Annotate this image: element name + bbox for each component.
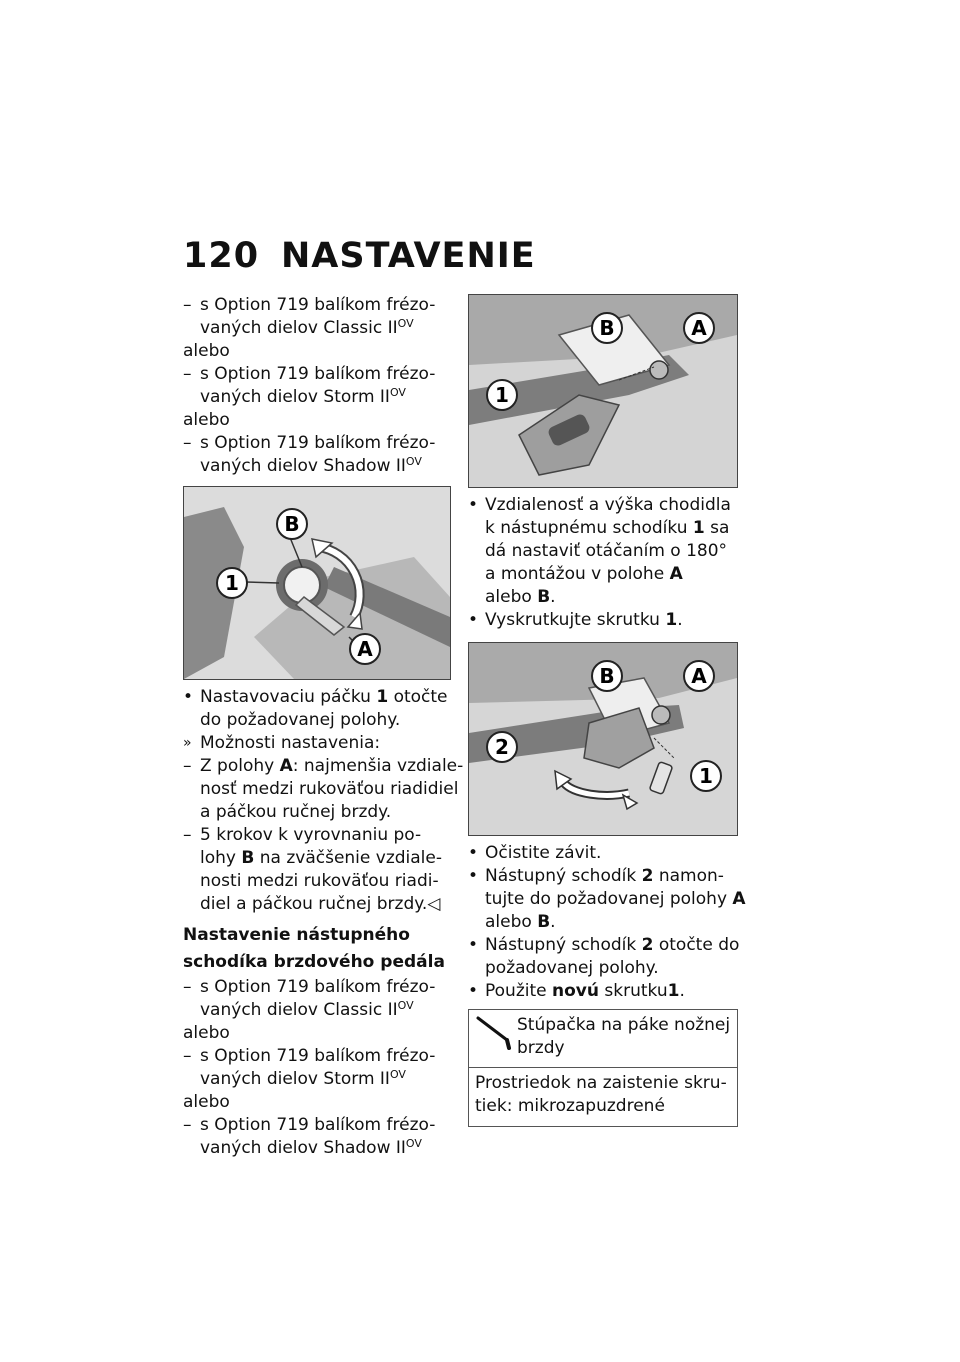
step-mount-cont1: tujte do požadovanej polohy A [485,889,746,909]
result-position-b-cont3: diel a páčkou ručnej brzdy.◁ [200,894,441,914]
step-distance-cont4: alebo B. [485,587,556,607]
page-title: NASTAVENIE [281,236,536,276]
right-column [468,294,746,1127]
step-distance-cont1: k nástupnému schodíku 1 sa [485,518,730,538]
option-storm-2: – s Option 719 balíkom frézo- [183,1045,451,1068]
or-text: alebo [183,1023,230,1043]
result-position-b: – 5 krokov k vyrovnaniu po- [183,824,451,847]
step-rotate-cont: požadovanej polohy. [485,958,659,978]
option-shadow-2: – s Option 719 balíkom frézo- [183,1114,451,1137]
option-storm-cont: vaných dielov Storm $II^{OV}$ [200,386,406,407]
option-storm: – s Option 719 balíkom frézo- [183,363,451,386]
left-column [183,294,464,1160]
or-text: alebo [183,1092,230,1112]
result-position-a: – Z polohy A: najmenšia vzdiale- [183,755,451,778]
step-distance: • Vzdialenosť a výška chodidla [468,494,738,517]
page-header [183,236,536,280]
step-distance-cont3: a montážou v polohe A [485,564,683,584]
figure-footrest-remove [468,294,738,488]
step-unscrew: • Vyskrutkujte skrutku 1. [468,609,738,632]
label-a: A [691,664,707,688]
option-classic-cont: vaných dielov Classic $II^{OV}$ [200,317,414,338]
label-a: A [357,637,373,661]
figure-hand-lever [183,486,451,680]
step-mount-cont2: alebo B. [485,912,556,932]
label-2: 2 [495,735,509,759]
label-1: 1 [495,383,509,407]
page-number: 120 [183,236,260,276]
result-settings: » Možnosti nastavenia: [183,732,451,755]
footrest-illustration [469,295,737,487]
step-distance-cont2: dá nastaviť otáčaním o 180° [485,541,728,561]
step-clean-thread: • Očistite závit. [468,842,738,865]
step-rotate: • Nástupný schodík 2 otočte do [468,934,738,957]
step-adjust-lever-cont: do požadovanej polohy. [200,710,401,730]
option-shadow-2-cont: vaných dielov Shadow $II^{OV}$ [200,1137,422,1158]
result-position-a-cont2: a páčkou ručnej brzdy. [200,802,392,822]
wrench-icon [475,1014,517,1061]
label-a: A [691,316,707,340]
hand-lever-illustration [184,487,450,679]
option-classic-2-cont: vaných dielov Classic $II^{OV}$ [200,999,414,1020]
spec-table [468,1009,738,1127]
option-shadow-cont: vaných dielov Shadow $II^{OV}$ [200,455,422,476]
section-title: Nastavenie nástupného [183,925,410,945]
step-mount: • Nástupný schodík 2 namon- [468,865,738,888]
section-title-cont: schodíka brzdového pedála [183,952,445,972]
option-classic-2: – s Option 719 balíkom frézo- [183,976,451,999]
or-text: alebo [183,410,230,430]
figure-footrest-rotate [468,642,738,836]
spec-table-value: Prostriedok na zaistenie skru- tiek: mikrozapuzdrené [475,1073,727,1116]
option-storm-2-cont: vaných dielov Storm $II^{OV}$ [200,1068,406,1089]
option-shadow: – s Option 719 balíkom frézo- [183,432,451,455]
step-new-screw: • Použite novú skrutku1. [468,980,738,1003]
spec-table-subject: Stúpačka na páke nožnej brzdy [517,1015,731,1058]
spec-table-header [469,1010,737,1068]
label-1: 1 [699,764,713,788]
label-1: 1 [225,571,239,595]
label-b: B [284,512,300,536]
footrest-rotate-illustration [469,643,737,835]
label-b: B [599,664,615,688]
label-b: B [599,316,615,340]
option-classic: – s Option 719 balíkom frézo- [183,294,451,317]
result-position-a-cont1: nosť medzi rukoväťou riadidiel [200,779,459,799]
or-text: alebo [183,341,230,361]
step-adjust-lever: • Nastavovaciu páčku 1 otočte [183,686,451,709]
result-position-b-cont2: nosti medzi rukoväťou riadi- [200,871,439,891]
result-position-b-cont1: lohy B na zväčšenie vzdiale- [200,848,442,868]
end-mark: ◁ [427,894,441,914]
